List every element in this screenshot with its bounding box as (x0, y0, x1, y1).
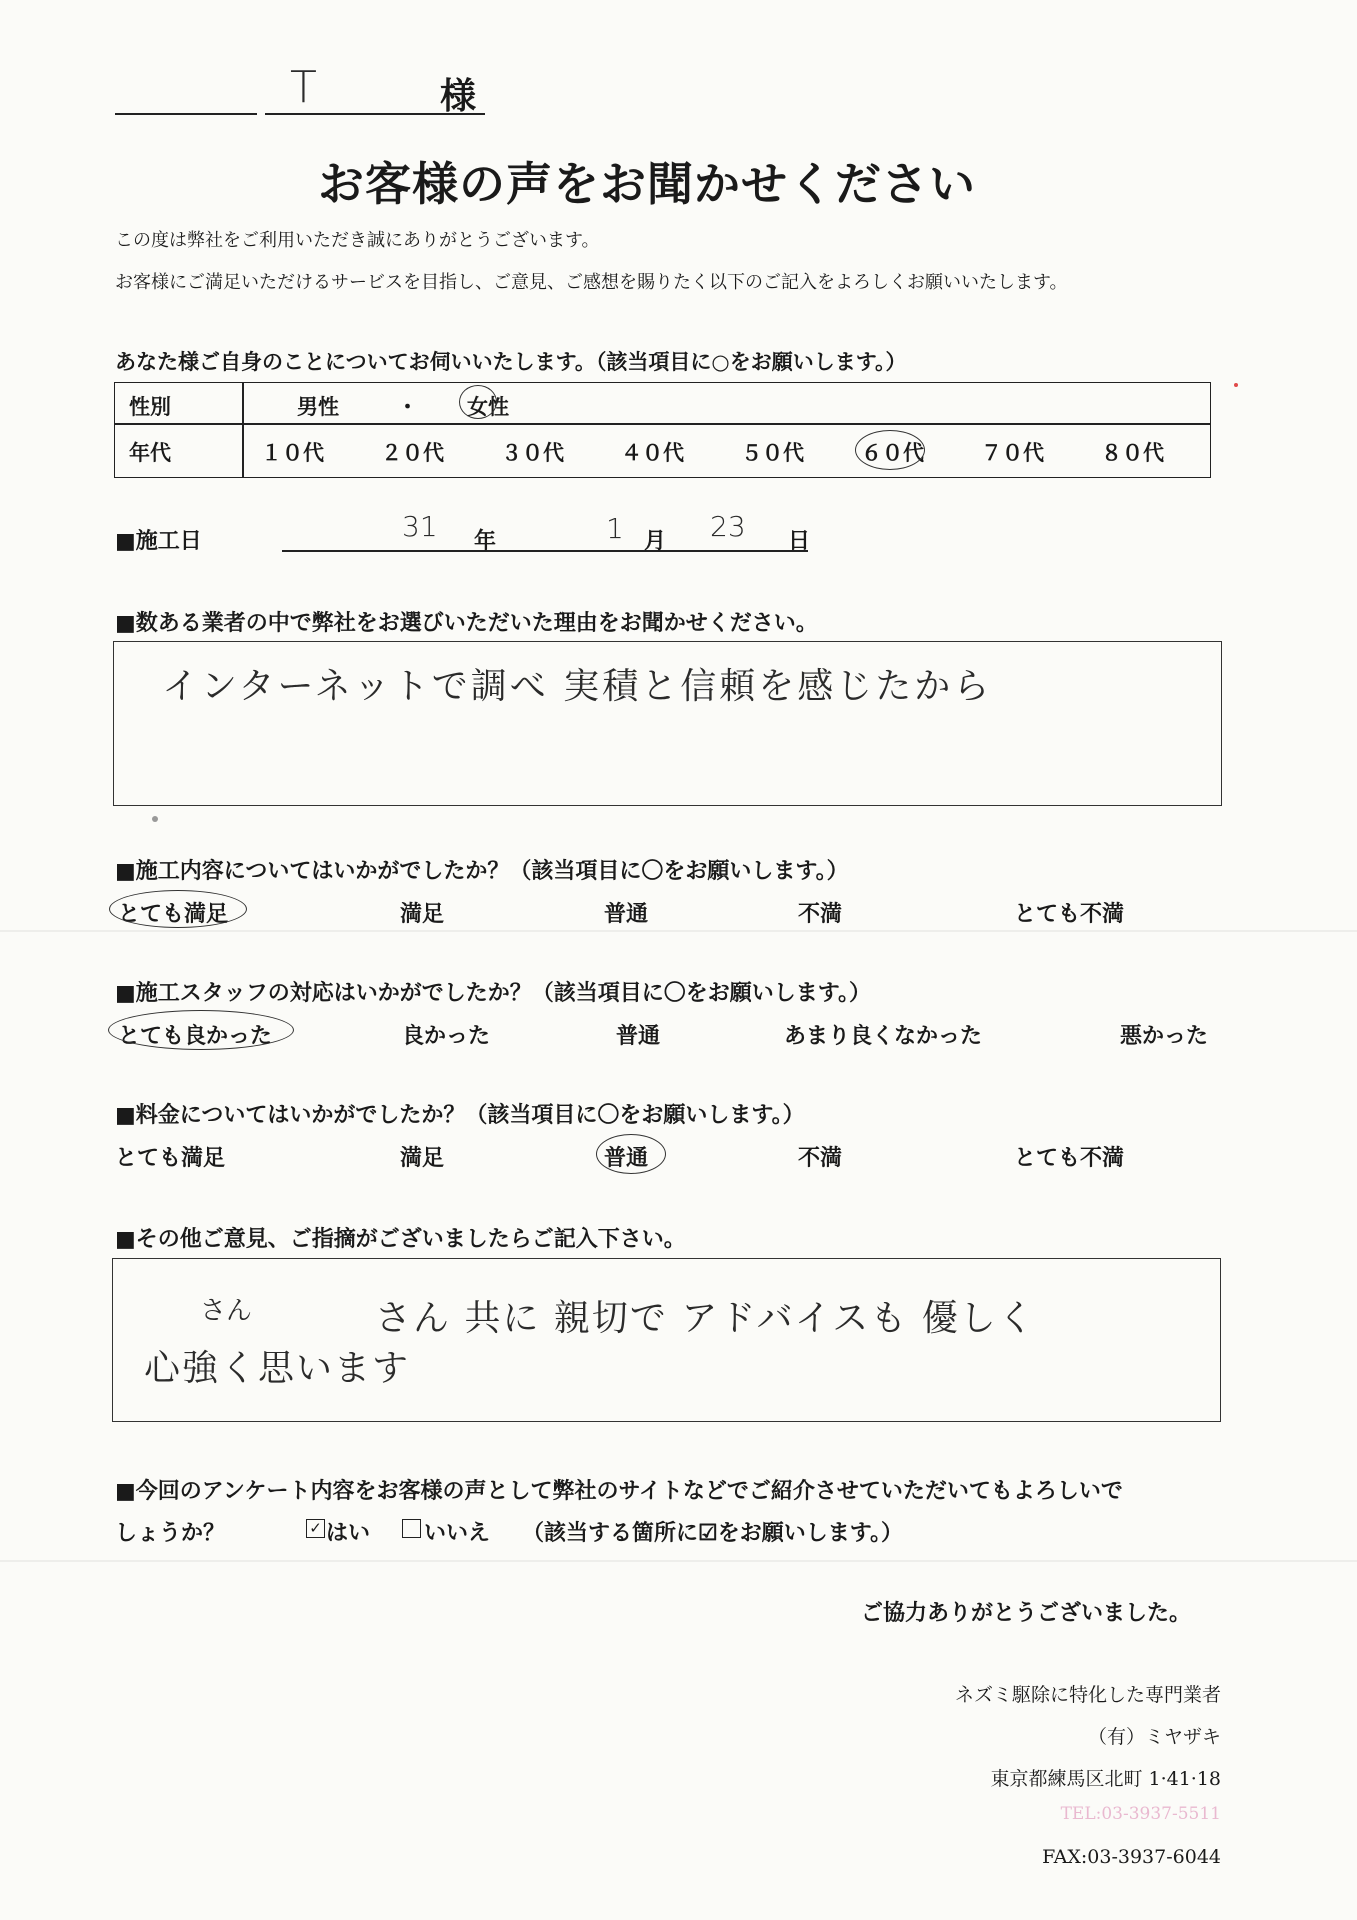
construction-year-value[interactable]: 31 (402, 510, 438, 543)
consent-no-checkbox[interactable] (402, 1519, 421, 1538)
construction-date-underline (282, 550, 808, 552)
company-name: （有）ミヤザキ (1087, 1726, 1221, 1748)
age-option[interactable]: ２０代 (381, 440, 444, 465)
staff-question-heading: ■施工スタッフの対応はいかがでしたか？（該当項目に〇をお願いします。） (115, 980, 872, 1006)
gender-option-male[interactable]: 男性 (297, 394, 339, 419)
age-option[interactable]: ７０代 (981, 440, 1044, 465)
age-label: 年代 (129, 440, 171, 465)
age-option[interactable]: ３０代 (501, 440, 564, 465)
age-option[interactable]: １０代 (261, 440, 324, 465)
company-address: 東京都練馬区北町 1·41·18 (990, 1768, 1221, 1790)
age-option[interactable]: ５０代 (741, 440, 804, 465)
reason-answer-text: インターネットで調べ 実積と信頼を感じたから (162, 666, 993, 707)
construction-date-label: ■施工日 (115, 528, 202, 554)
company-tel: TEL:03-3937-5511 (1060, 1804, 1221, 1824)
content-option[interactable]: 不満 (798, 901, 843, 927)
age-option[interactable]: ８０代 (1101, 440, 1164, 465)
content-option[interactable]: とても不満 (1014, 901, 1125, 927)
comments-heading: ■その他ご意見、ご指摘がございましたらご記入下さい。 (115, 1226, 686, 1252)
content-option[interactable]: 普通 (604, 901, 649, 927)
consent-instruction: （該当する箇所に☑をお願いします。） (522, 1520, 903, 1546)
price-question-heading: ■料金についてはいかがでしたか？（該当項目に〇をお願いします。） (115, 1102, 805, 1128)
price-option[interactable]: 不満 (798, 1145, 843, 1171)
profile-table (114, 382, 1211, 478)
reason-heading: ■数ある業者の中で弊社をお選びいただいた理由をお聞かせください。 (115, 610, 818, 636)
intro-line-2: お客様にご満足いただけるサービスを目指し、ご意見、ご感想を賜りたく以下のご記入をよろしくお願いいたします。 (115, 272, 1068, 293)
profile-heading: あなた様ご自身のことについてお伺いいたします。（該当項目に○をお願いします。） (115, 349, 907, 374)
content-option[interactable]: とても満足 (118, 901, 229, 927)
content-option[interactable]: 満足 (400, 901, 445, 927)
age-selected-circle (855, 430, 925, 470)
staff-option[interactable]: とても良かった (118, 1023, 273, 1049)
company-fax: FAX:03-3937-6044 (1042, 1846, 1221, 1868)
price-option[interactable]: 普通 (604, 1145, 649, 1171)
gender-label: 性別 (129, 394, 171, 419)
age-option[interactable]: ４０代 (621, 440, 684, 465)
price-option[interactable]: とても不満 (1014, 1145, 1125, 1171)
construction-month-value[interactable]: 1 (606, 512, 624, 545)
scan-dot-red (1234, 383, 1238, 387)
consent-yes-label[interactable]: はい (326, 1520, 371, 1546)
content-selected-circle (109, 890, 247, 928)
consent-yes-checkbox[interactable]: ✓ (306, 1519, 325, 1538)
staff-option[interactable]: 普通 (616, 1023, 661, 1049)
comments-line2-text: 心強く思います (144, 1348, 411, 1389)
year-unit: 年 (474, 528, 497, 554)
day-unit: 日 (788, 528, 811, 554)
staff-option[interactable]: あまり良くなかった (784, 1023, 983, 1049)
customer-initial: T (290, 62, 317, 113)
name-underline-left (115, 113, 257, 115)
comments-line1-name1: さん (200, 1296, 253, 1326)
month-unit: 月 (644, 528, 667, 554)
staff-option[interactable]: 良かった (402, 1023, 491, 1049)
honorific: 様 (440, 75, 477, 117)
price-option[interactable]: とても満足 (115, 1145, 226, 1171)
consent-no-label[interactable]: いいえ (424, 1520, 491, 1546)
construction-day-value[interactable]: 23 (710, 510, 746, 543)
consent-heading: ■今回のアンケート内容をお客様の声として弊社のサイトなどでご紹介させていただいてもよろしいで (115, 1478, 1123, 1504)
comments-line1-text: さん 共に 親切で アドバイスも 優しく (375, 1298, 1036, 1339)
company-tagline: ネズミ駆除に特化した専門業者 (954, 1684, 1221, 1706)
page-title: お客様の声をお聞かせください (318, 157, 976, 211)
staff-selected-circle (108, 1010, 294, 1050)
price-selected-circle (596, 1134, 666, 1174)
intro-line-1: この度は弊社をご利用いただき誠にありがとうございます。 (115, 230, 600, 251)
staff-option[interactable]: 悪かった (1120, 1023, 1209, 1049)
gender-selected-circle (459, 385, 497, 419)
thanks-message: ご協力ありがとうございました。 (861, 1600, 1192, 1626)
scan-dot (152, 816, 158, 822)
consent-heading-cont: しょうか？ (115, 1520, 226, 1546)
price-option[interactable]: 満足 (400, 1145, 445, 1171)
gender-option-female[interactable]: 女性 (467, 394, 509, 419)
gender-separator: ・ (397, 394, 418, 419)
age-option[interactable]: ６０代 (861, 440, 924, 465)
content-question-heading: ■施工内容についてはいかがでしたか？（該当項目に〇をお願いします。） (115, 858, 849, 884)
